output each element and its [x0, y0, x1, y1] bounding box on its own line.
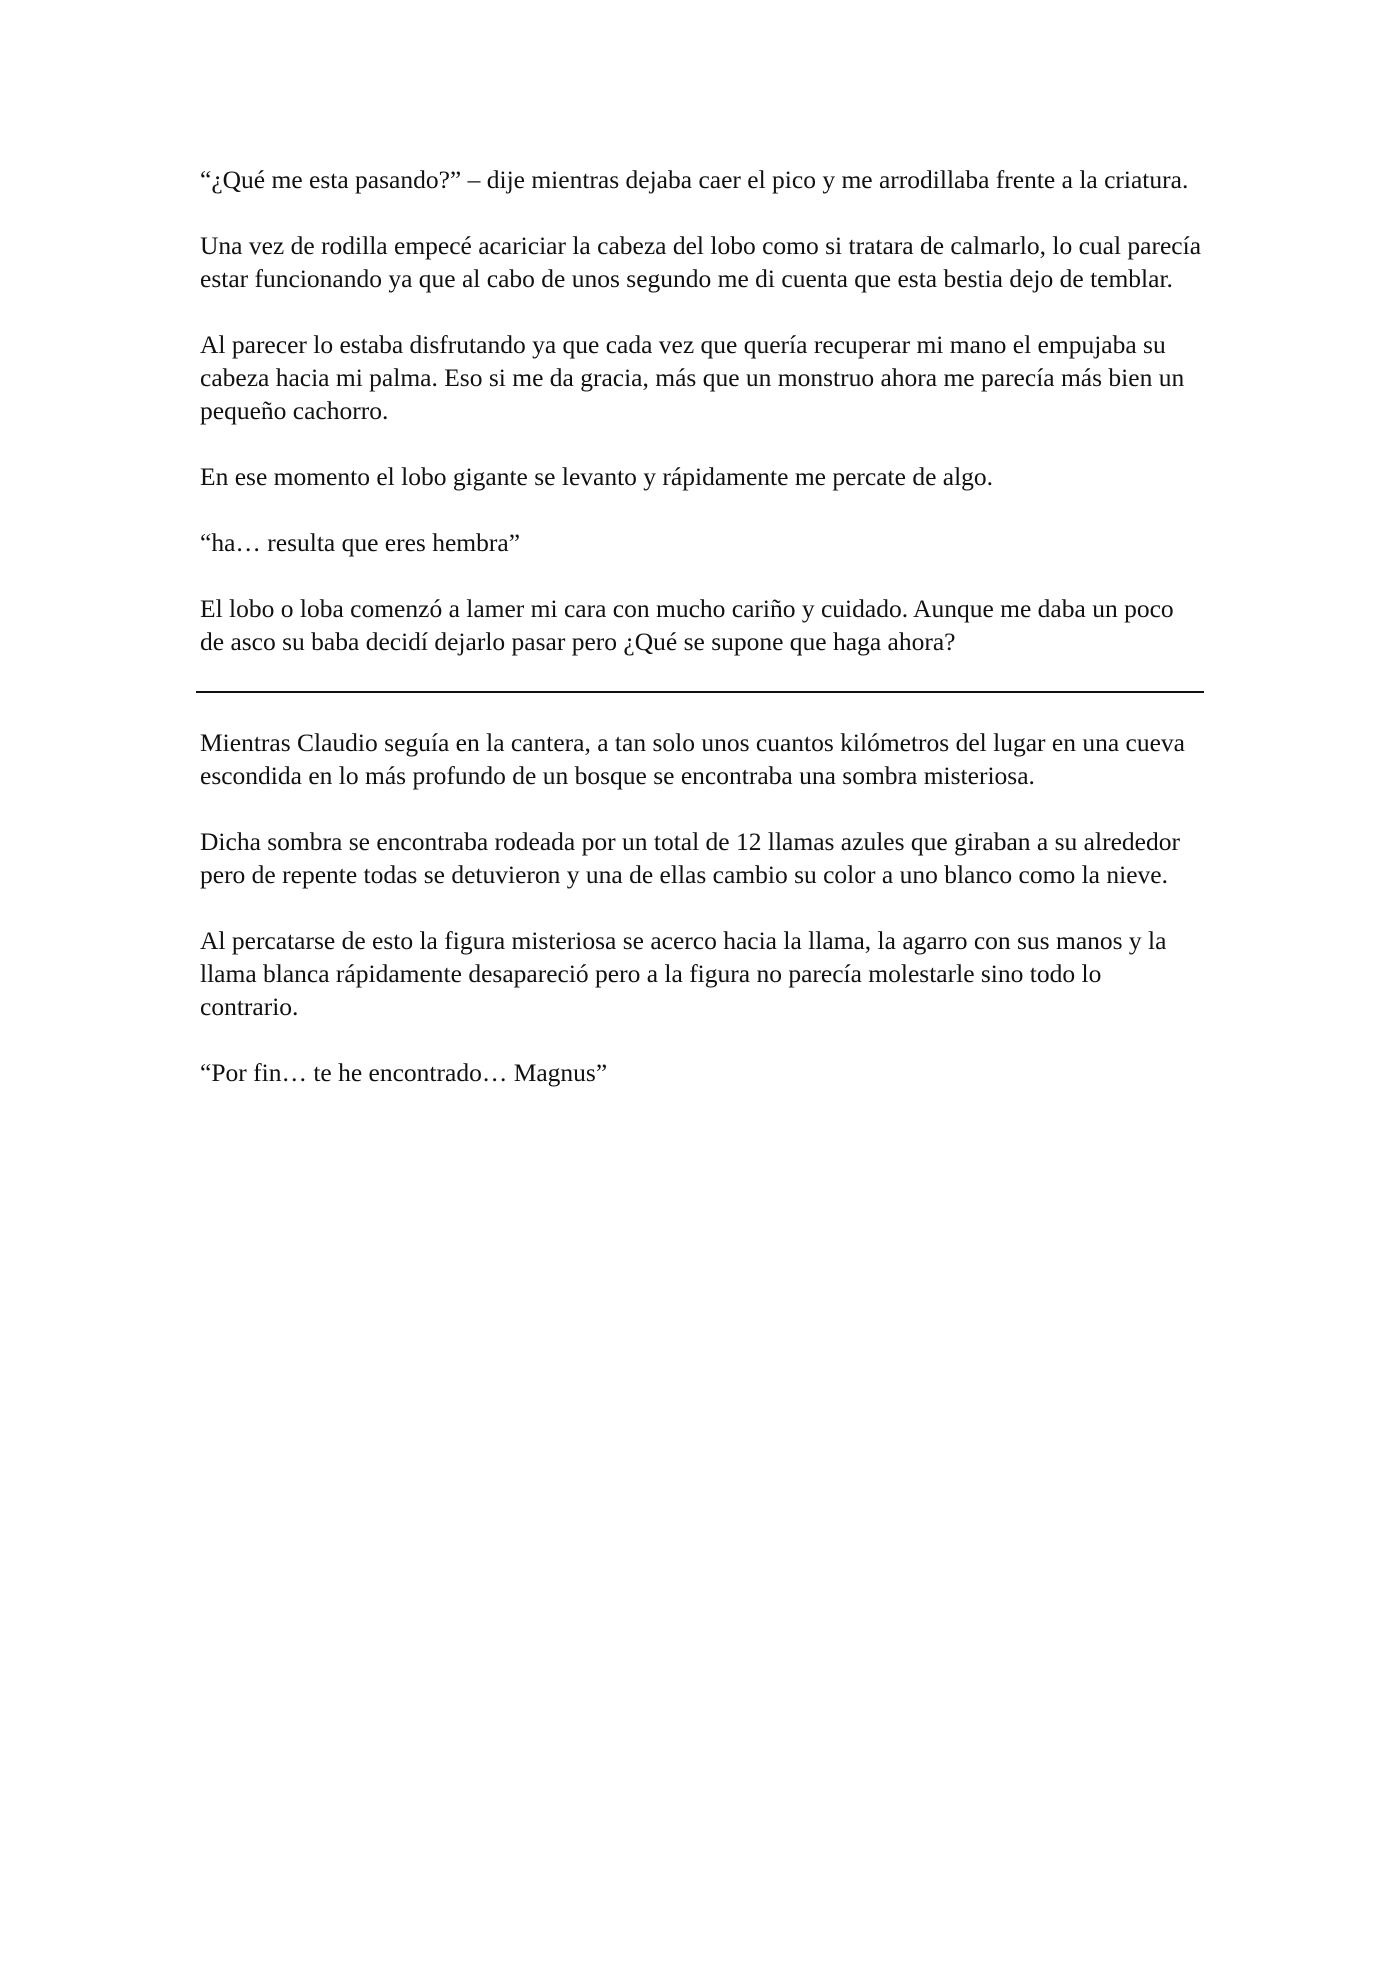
document-page — [200, 163, 1204, 1089]
paragraph: Una vez de rodilla empecé acariciar la cabeza del lobo como si tratara de calmarlo, lo cual parecía estar funcionando ya que al cabo de unos segundo me di cuenta que esta bestia dejo de temblar. — [200, 231, 1202, 293]
paragraph: Mientras Claudio seguía en la cantera, a tan solo unos cuantos kilómetros del lugar en una cueva escondida en lo más profundo de un bosque se encontraba una sombra misteriosa. — [200, 728, 1185, 790]
paragraph: “ha… resulta que eres hembra” — [200, 528, 521, 557]
paragraph: Dicha sombra se encontraba rodeada por un total de 12 llamas azules que giraban a su alrededor pero de repente todas se detuvieron y una de ellas cambio su color a uno blanco como la nieve. — [200, 827, 1180, 889]
paragraph: Al parecer lo estaba disfrutando ya que cada vez que quería recuperar mi mano el empujaba su cabeza hacia mi palma. Eso si me da gracia, más que un monstruo ahora me parecía más bien un pequeño cachorro. — [200, 330, 1185, 425]
paragraph: En ese momento el lobo gigante se levanto y rápidamente me percate de algo. — [200, 462, 994, 491]
paragraph: “Por fin… te he encontrado… Magnus” — [200, 1058, 608, 1087]
paragraph: “¿Qué me esta pasando?” – dije mientras dejaba caer el pico y me arrodillaba frente a la criatura. — [200, 165, 1189, 194]
section-divider — [196, 691, 1204, 693]
paragraph: El lobo o loba comenzó a lamer mi cara con mucho cariño y cuidado. Aunque me daba un poco de asco su baba decidí dejarlo pasar pero ¿Qué se supone que haga ahora? — [200, 594, 1174, 656]
paragraph: Al percatarse de esto la figura misteriosa se acerco hacia la llama, la agarro con sus manos y la llama blanca rápidamente desapareció pero a la figura no parecía molestarle sino todo lo contrario. — [200, 926, 1167, 1021]
